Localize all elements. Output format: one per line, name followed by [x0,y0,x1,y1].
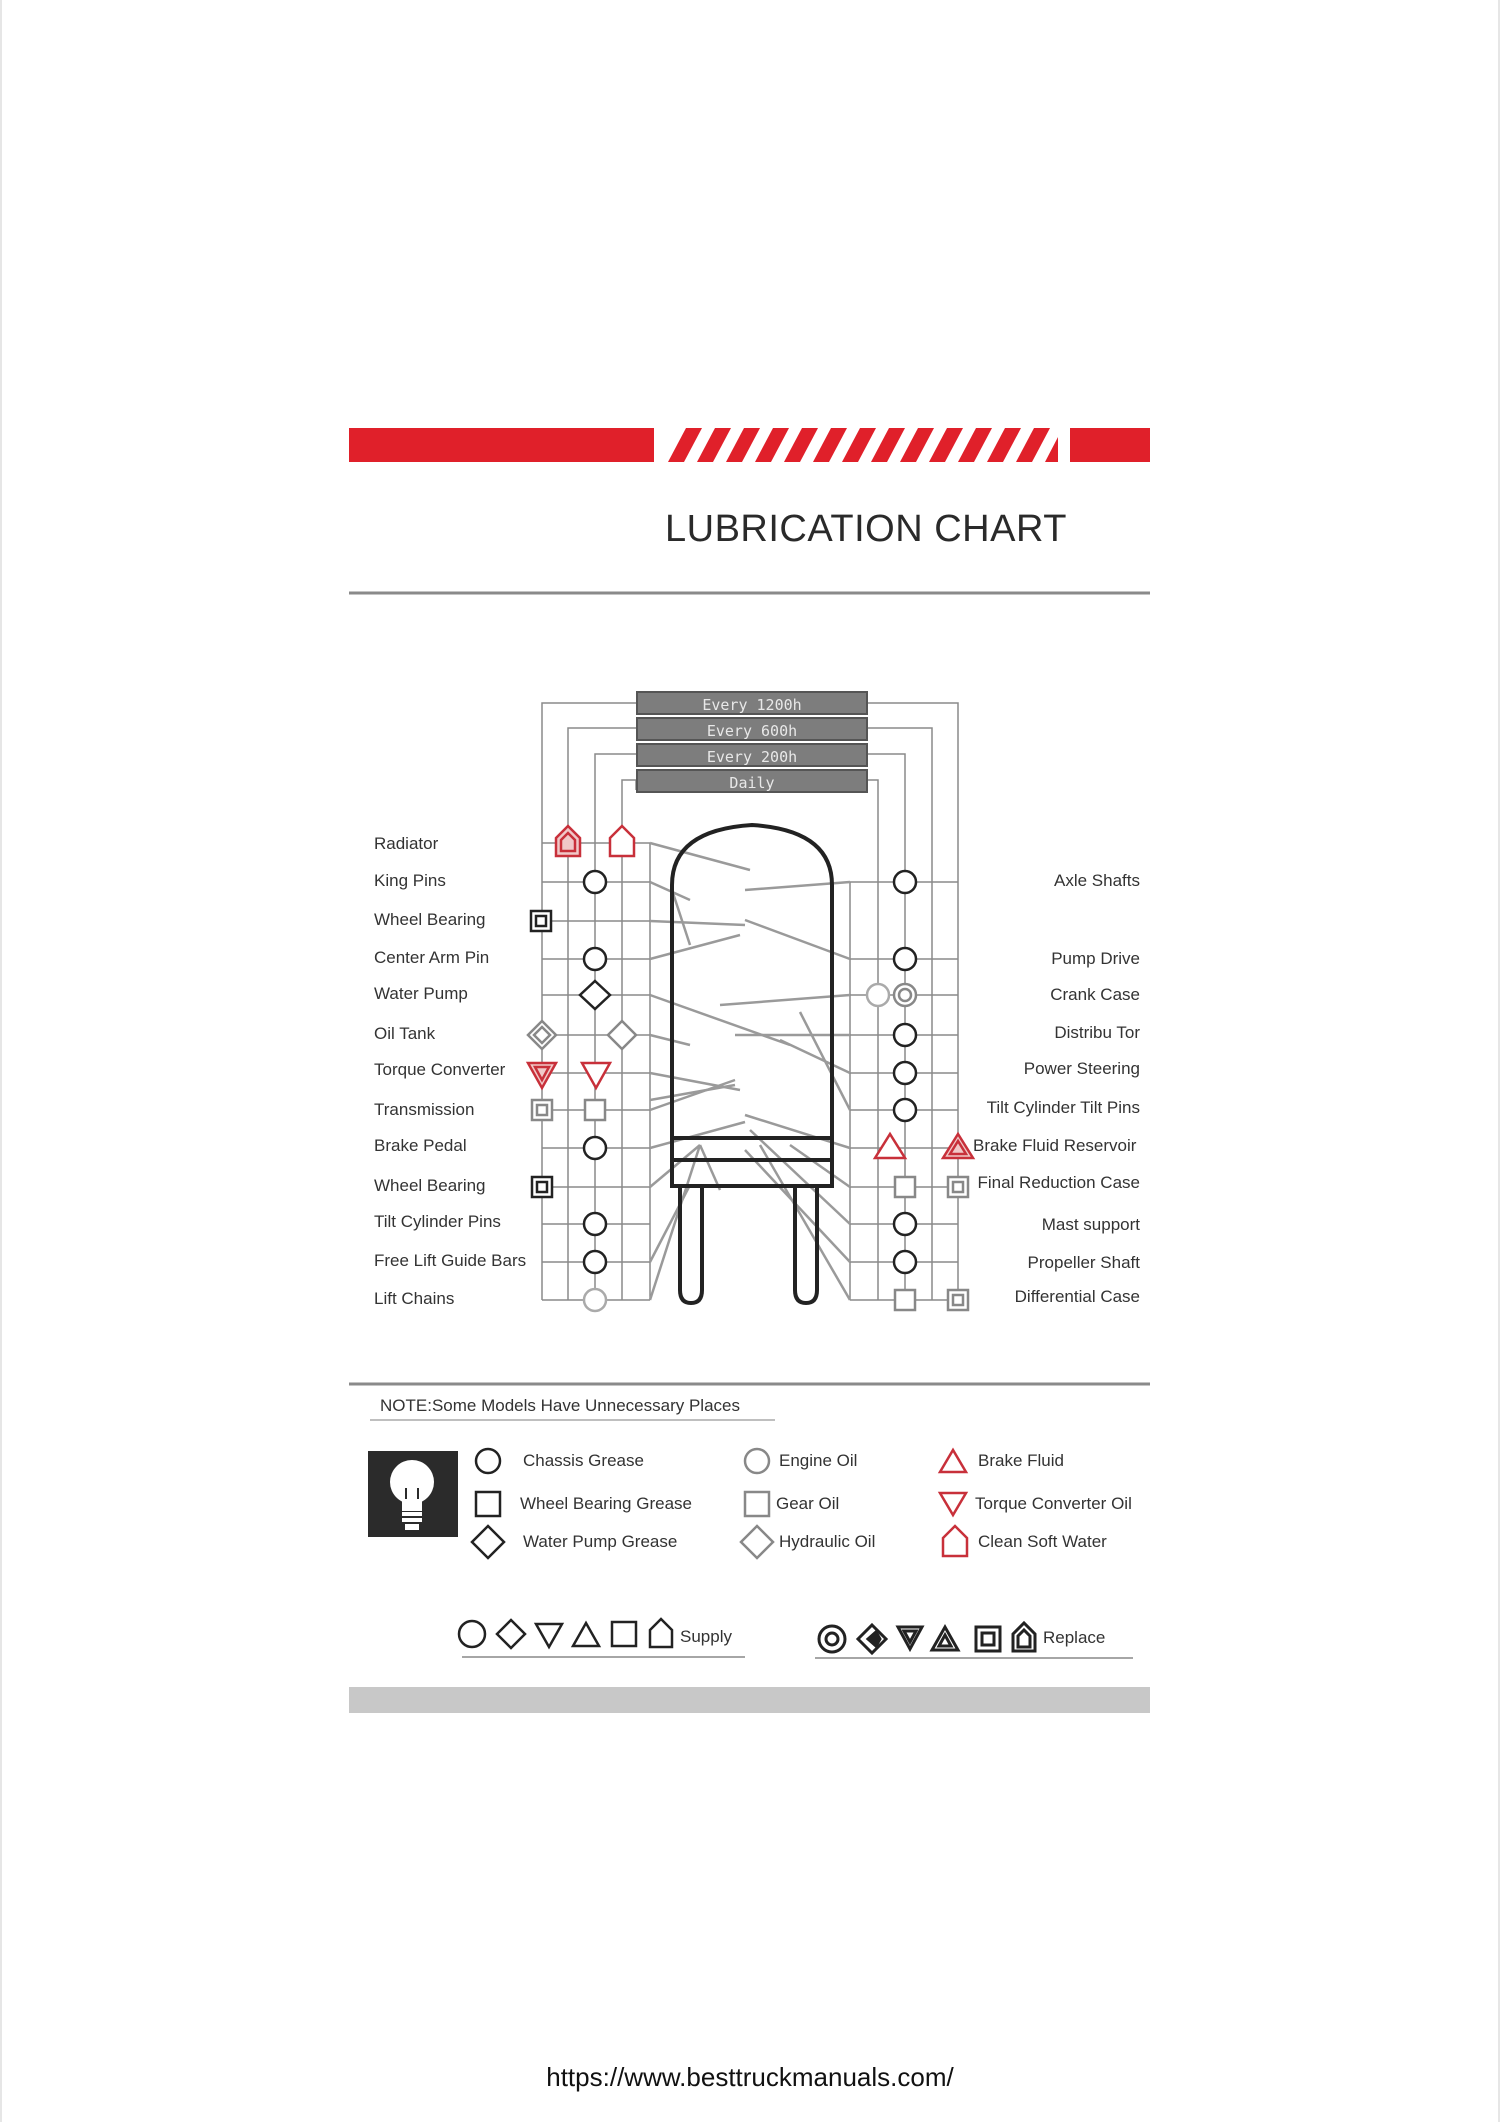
legend-brake-fluid: Brake Fluid [978,1451,1064,1470]
legend-chassis-grease: Chassis Grease [523,1451,644,1470]
left-label-radiator: Radiator [374,834,439,853]
header-stripe [349,428,1150,462]
right-label-propeller-shaft: Propeller Shaft [1027,1253,1140,1272]
left-label-oil-tank: Oil Tank [374,1024,436,1043]
supply-symbols [459,1619,672,1648]
right-label-power-steering: Power Steering [1023,1059,1140,1078]
legend-clean-soft-water: Clean Soft Water [978,1532,1107,1551]
left-label-brake-pedal: Brake Pedal [374,1136,467,1155]
legend-engine-oil: Engine Oil [779,1451,858,1470]
lightbulb-icon [368,1451,458,1537]
left-label-center-arm-pin: Center Arm Pin [374,948,490,967]
legend-wheel-bearing-grease: Wheel Bearing Grease [520,1494,692,1513]
right-label-axle-shafts: Axle Shafts [1054,871,1140,890]
right-label-mast-support: Mast support [1041,1215,1140,1234]
footer-url[interactable]: https://www.besttruckmanuals.com/ [546,2062,954,2092]
note-text: NOTE:Some Models Have Unnecessary Places [380,1396,740,1415]
schedule-every-600h: Every 600h [636,717,868,741]
left-label-free-lift-guide-bars: Free Lift Guide Bars [374,1251,527,1270]
right-label-final-reduction-case: Final Reduction Case [977,1173,1140,1192]
replace-symbols [819,1623,1035,1653]
legend-water-pump-grease: Water Pump Grease [523,1532,678,1551]
schedule-daily: Daily [636,769,868,793]
footer-bar [349,1687,1150,1713]
left-label-king-pins: King Pins [374,871,446,890]
left-label-lift-chains: Lift Chains [374,1289,455,1308]
vehicle-outline [672,825,832,1303]
left-symbols [528,826,636,1311]
legend-gear-oil: Gear Oil [776,1494,840,1513]
right-label-brake-fluid-reservoir: Brake Fluid Reservoir [973,1136,1137,1155]
right-label-distributor: Distribu Tor [1054,1023,1140,1042]
legend-torque-converter-oil: Torque Converter Oil [975,1494,1132,1513]
left-label-tilt-cylinder-pins: Tilt Cylinder Pins [374,1212,501,1231]
left-label-water-pump: Water Pump [374,984,468,1003]
left-label-torque-converter: Torque Converter [374,1060,506,1079]
right-label-crank-case: Crank Case [1050,985,1140,1004]
legend-supply: Supply [680,1627,732,1646]
schedule-every-200h: Every 200h [636,743,868,767]
schedule-every-1200h: Every 1200h [636,691,868,715]
legend-hydraulic-oil: Hydraulic Oil [779,1532,876,1551]
left-label-transmission: Transmission [374,1100,475,1119]
right-symbols [867,871,973,1310]
left-label-wheel-bearing-2: Wheel Bearing [374,1176,486,1195]
chart-title: LUBRICATION CHART [665,508,1067,550]
right-label-tilt-cylinder-tilt-pins: Tilt Cylinder Tilt Pins [986,1098,1140,1117]
legend-replace: Replace [1043,1628,1106,1647]
right-label-pump-drive: Pump Drive [1051,949,1140,968]
right-label-differential-case: Differential Case [1014,1287,1140,1306]
left-label-wheel-bearing: Wheel Bearing [374,910,486,929]
